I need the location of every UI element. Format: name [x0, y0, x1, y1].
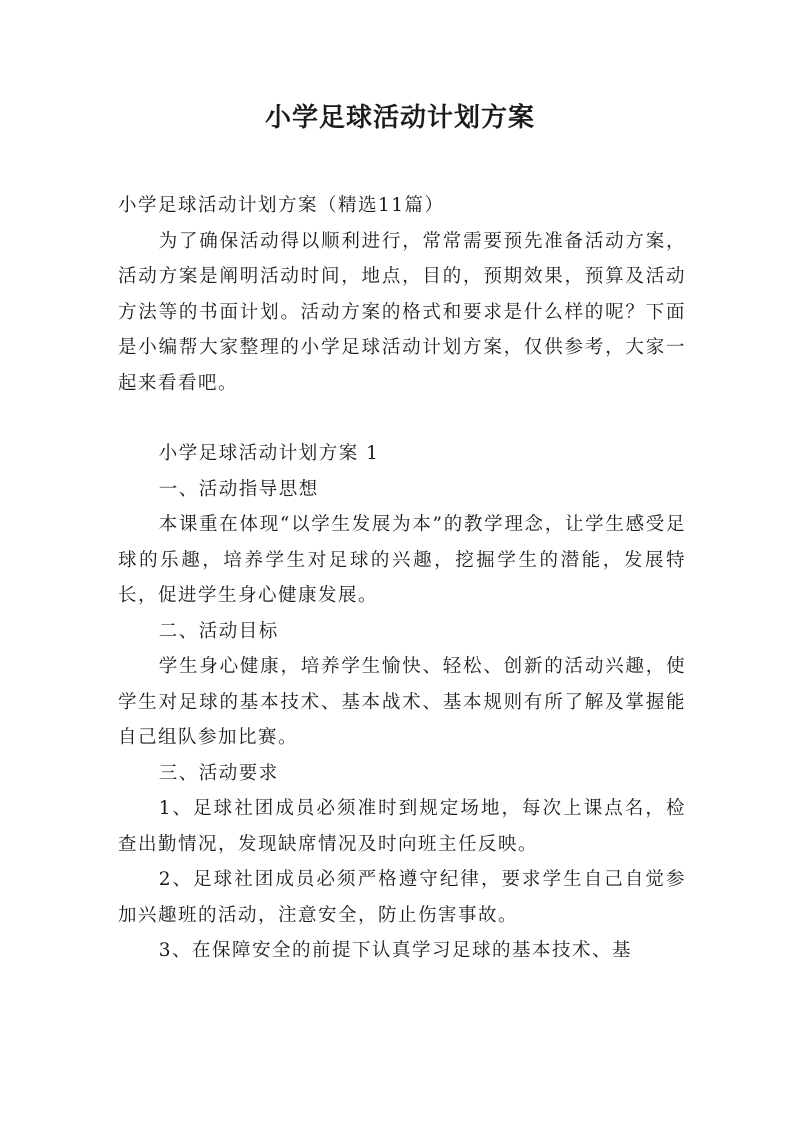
intro-paragraph: 为了确保活动得以顺利进行，常常需要预先准备活动方案，活动方案是阐明活动时间，地点，目的，预期效果，预算及活动方法等的书面计划。活动方案的格式和要求是什么样的呢？下面是小编帮大家整理的小学足球活动计划方案，仅供参考，大家一起来看看吧。 [118, 230, 686, 394]
requirement-2: 2、足球社团成员必须严格遵守纪律，要求学生自己自觉参加兴趣班的活动，注意安全，防止伤害事故。 [118, 869, 686, 926]
heading-guiding-thought: 一、活动指导思想 [158, 478, 319, 500]
heading-requirements: 三、活动要求 [158, 762, 279, 784]
requirement-1: 1、足球社团成员必须准时到规定场地，每次上课点名，检查出勤情况，发现缺席情况及时向班主任反映。 [118, 798, 686, 855]
section-title: 小学足球活动计划方案 1 [158, 443, 380, 464]
document-title: 小学足球活动计划方案 [264, 103, 535, 133]
document-body [118, 188, 686, 969]
paragraph-goals: 学生身心健康，培养学生愉快、轻松、创新的活动兴趣，使学生对足球的基本技术、基本战术、基本规则有所了解及掌握能自己组队参加比赛。 [118, 656, 686, 748]
paragraph-spacer [118, 401, 686, 436]
paragraph-guiding-thought: 本课重在体现“以学生发展为本”的教学理念，让学生感受足球的乐趣，培养学生对足球的兴趣，挖掘学生的潜能，发展特长，促进学生身心健康发展。 [118, 514, 686, 606]
requirement-3: 3、在保障安全的前提下认真学习足球的基本技术、基 [158, 940, 632, 961]
document-subtitle: 小学足球活动计划方案（精选11篇） [118, 195, 445, 216]
heading-goals: 二、活动目标 [158, 620, 279, 642]
